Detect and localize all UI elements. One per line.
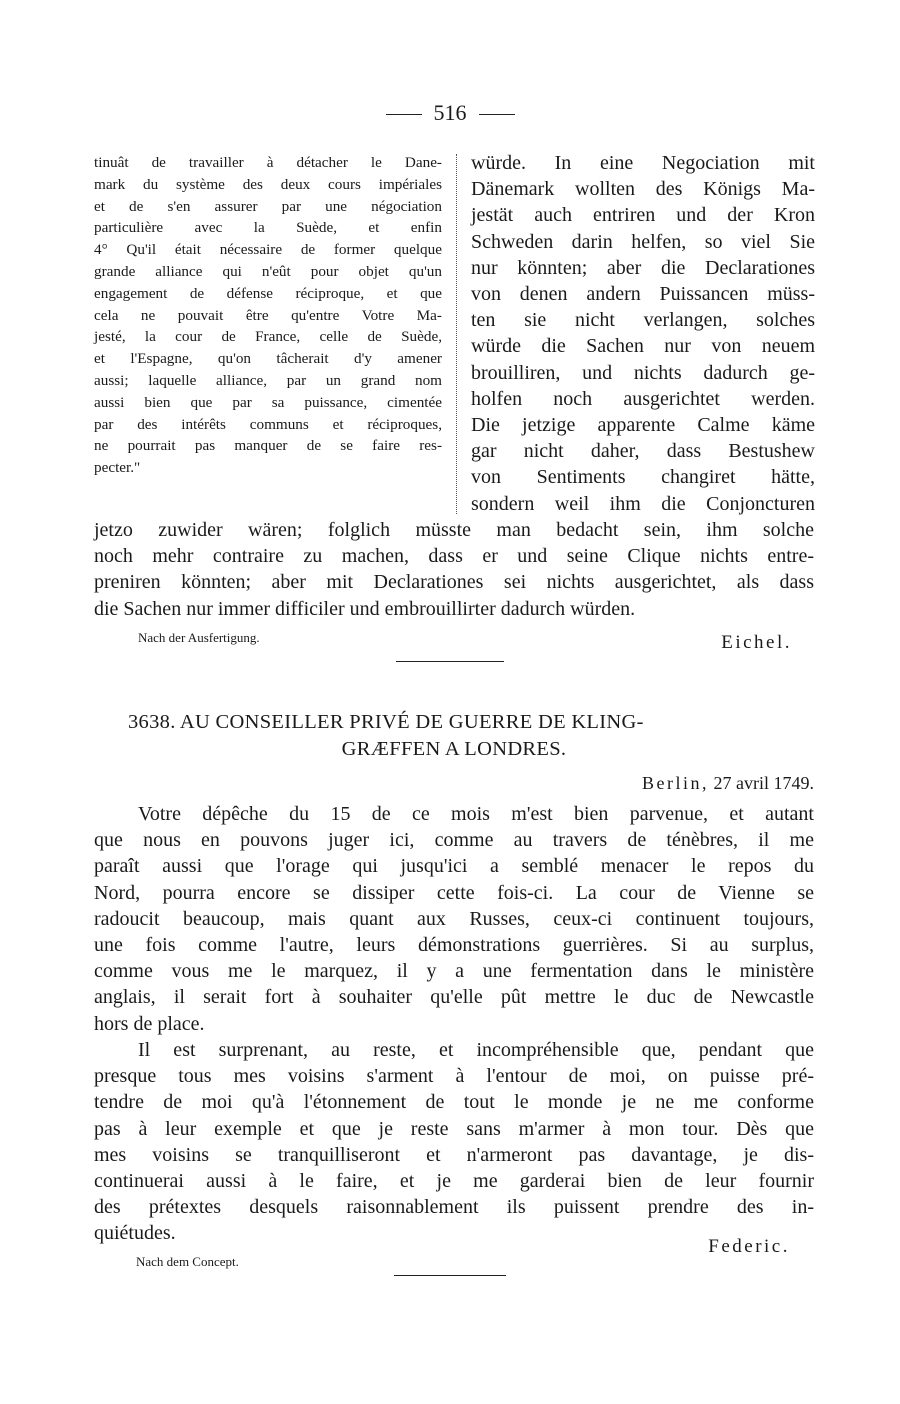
right-line: würde. In eine Negociation mit [471,152,815,174]
right-line: brouilliren, und nichts dadurch ge- [471,361,815,384]
source-note-1: Nach der Ausfertigung. [138,630,260,645]
continuation-line: die Sachen nur immer difficiler und embrouillirter dadurch würden. [94,597,636,620]
source-note-2: Nach dem Concept. [136,1254,239,1269]
dateline [642,773,814,794]
paragraph-1-line: que nous en pouvons juger ici, comme au travers de ténèbres, il me [94,829,814,852]
right-line: ten sie nicht verlangen, solches [471,309,815,332]
heading-line-2: GRÆFFEN A LONDRES. [341,738,567,760]
left-line: aussi; laquelle alliance, par un grand nom [94,371,442,389]
left-line: particulière avec la Suède, et enfin [94,219,442,237]
continuation-text [94,517,814,622]
paragraph-1-line: radoucit beaucoup, mais quant aux Russes, ceux-ci continuent toujours, [94,907,814,930]
paragraph-1 [94,801,814,1037]
paragraph-2-line: continuerai aussi à le faire, et je me garderai bien de leur fournir [94,1170,814,1193]
continuation-line: jetzo zuwider wären; folglich müsste man bedacht sein, ihm solche [94,519,814,541]
left-line: cela ne pouvait être qu'entre Votre Ma- [94,306,442,324]
right-line: von denen andern Puissancen müss- [471,283,815,306]
right-column [471,150,815,517]
left-line: aussi bien que par sa puissance, cimentée [94,393,442,411]
left-line: et l'Espagne, qu'on tâcherait d'y amener [94,350,442,368]
right-line: Dänemark wollten des Königs Ma- [471,178,815,201]
paragraph-1-line: Nord, pourra encore se dissiper cette fois-ci. La cour de Vienne se [94,881,814,904]
heading-line-1: 3638. AU CONSEILLER PRIVÉ DE GUERRE DE KLING- [128,711,644,733]
paragraph-2-line: presque tous mes voisins s'arment à l'entour de moi, on puisse pré- [94,1065,814,1088]
paragraph-2-line: pas à leur exemple et que je reste sans m'armer à mon tour. Dès que [94,1117,814,1140]
left-line: engagement de défense réciproque, et que [94,284,442,302]
left-column [94,152,442,479]
left-line: mark du système des deux cours impériales [94,175,442,193]
right-line: würde die Sachen nur von neuem [471,335,815,358]
right-line: jestät auch entriren und der Kron [471,204,815,227]
dash-right [479,114,515,115]
continuation-line: preniren könnten; aber mit Declarationes sei nichts ausgerichtet, als dass [94,571,814,594]
signature-eichel: Eichel. [721,632,792,653]
paragraph-1-line: Votre dépêche du 15 de ce mois m'est bien parvenue, et autant [138,803,814,825]
dateline-city: Berlin, [642,773,709,793]
section-rule-1 [396,661,504,662]
paragraph-2-line: Il est surprenant, au reste, et incompréhensible que, pendant que [138,1039,814,1061]
paragraph-1-line: hors de place. [94,1012,205,1035]
dateline-date: 27 avril 1749. [713,773,814,793]
letter-heading [94,709,814,763]
paragraph-2-line: quiétudes. [94,1222,176,1245]
column-divider [456,154,457,514]
continuation-line: noch mehr contraire zu machen, dass er und seine Clique nichts entre- [94,545,814,568]
dash-left [386,114,422,115]
left-line: pecter." [94,459,141,477]
signature-federic: Federic. [708,1236,790,1257]
right-line: sondern weil ihm die Conjoncturen [471,492,815,515]
right-line: Die jetzige apparente Calme käme [471,414,815,437]
page-number [0,100,900,126]
right-line: Schweden darin helfen, so viel Sie [471,230,815,253]
left-line: jesté, la cour de France, celle de Suède, [94,328,442,346]
right-line: holfen noch ausgerichtet werden. [471,387,815,410]
paragraph-2-line: tendre de moi qu'à l'étonnement de tout le monde je ne me conforme [94,1091,814,1114]
left-line: par des intérêts communs et réciproques, [94,415,442,433]
paragraph-2 [94,1037,814,1247]
left-line: 4° Qu'il était nécessaire de former quelque [94,241,442,259]
paragraph-1-line: anglais, il serait fort à souhaiter qu'elle pût mettre le duc de Newcastle [94,986,814,1009]
left-line: tinuât de travailler à détacher le Dane- [94,154,442,171]
paragraph-2-line: mes voisins se tranquilliseront et n'armeront pas davantage, je dis- [94,1143,814,1166]
right-line: gar nicht daher, dass Bestushew [471,440,815,463]
left-line: grande alliance qui n'eût pour objet qu'un [94,262,442,280]
left-line: et de s'en assurer par une négociation [94,197,442,215]
section-rule-2 [394,1275,506,1276]
right-line: nur könnten; aber die Declarationes [471,256,815,279]
paragraph-1-line: une fois comme l'autre, leurs démonstrations guerrières. Si au surplus, [94,934,814,957]
paragraph-1-line: comme vous me le marquez, il y a une fermentation dans le ministère [94,960,814,983]
paragraph-2-line: des prétextes desquels raisonnablement ils puissent prendre des in- [94,1196,814,1219]
page-number-text: 516 [433,100,467,125]
paragraph-1-line: paraît aussi que l'orage qui jusqu'ici a semblé menacer le repos du [94,855,814,878]
left-line: ne pourrait pas manquer de se faire res- [94,437,442,455]
right-line: von Sentiments changiret hätte, [471,466,815,489]
